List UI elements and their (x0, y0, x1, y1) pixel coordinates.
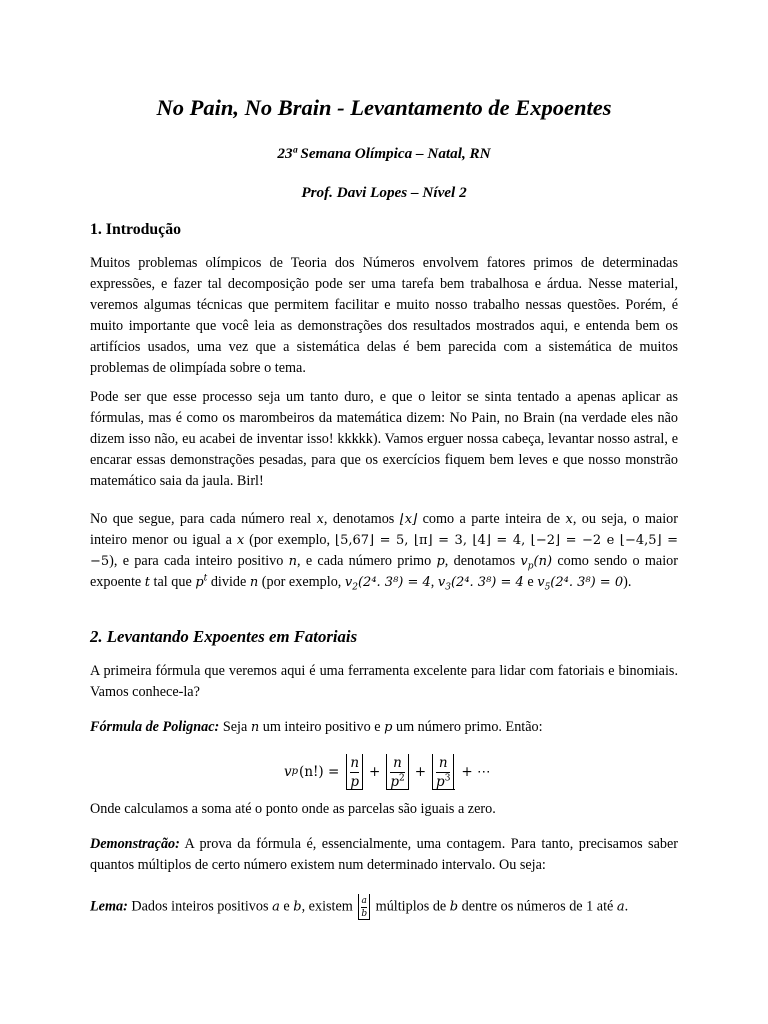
proof-paragraph (90, 834, 678, 876)
math-exp: t (203, 573, 208, 584)
intro-paragraph-2: Pode ser que esse processo seja um tanto duro, e que o leitor se sinta tentado a apenas aplicar as fórmulas, mas é como os marombeiros da matemática dizem: No Pain, no Brain (na verdade eles não dizem isso não, eu acabei de inventar isso! kkkkk). Vamos erguer nossa cabeça, levantar nosso astral, e encarar essas demonstrações pesadas, para que os exercícios fiquem bem leves e que nosso monstrão matemático saia da jaula. Birl! (90, 389, 678, 489)
term-numerator: n (393, 754, 402, 771)
notation-text: tal que (150, 574, 196, 590)
document-title: No Pain, No Brain - Levantamento de Expoentes (156, 95, 612, 120)
math-var-b: b (449, 899, 459, 915)
intro-paragraph-1: Muitos problemas olímpicos de Teoria dos Números envolvem fatores primos de determinadas expressões, e fazer tal decomposição pode ser uma tarefa bem trabalhosa e árdua. Nesse material, veremos algumas técnicas que permitem facilitar e muito nosso trabalho nessas questões. Porém, é muito importante que você leia as demonstrações dos resultados mostrados aqui, e entenda bem os artifícios usados, uma vez que a sistemática delas é bem parecida com a sistemática de muitos problemas de olimpíada sobre o tema. (90, 255, 678, 376)
math-floor-examples: ⌊5,67⌋ = 5, ⌊π⌋ = 3, ⌊4⌋ = 4, ⌊−2⌋ = −2 e ⌊−4,5⌋ = −5 (90, 533, 678, 569)
den-exp: 3 (444, 773, 451, 783)
math-arg: (n) (533, 554, 553, 569)
polignac-text: um inteiro positivo e (259, 719, 385, 735)
formula-tail: + ⋯ (461, 764, 491, 780)
den-base: p (390, 773, 399, 790)
math-p-power-t (195, 575, 207, 590)
proof-label: Demonstração: (90, 836, 180, 852)
notation-text: e (523, 574, 538, 590)
term-denominator (390, 775, 404, 789)
polignac-text: Seja (219, 719, 251, 735)
polignac-statement (90, 717, 678, 738)
math-var-b: b (293, 899, 302, 915)
formula-v: v (284, 764, 292, 780)
math-vp-n (520, 554, 553, 572)
lemma-label: Lema: (90, 898, 128, 915)
lemma-text: e (279, 898, 294, 915)
math-example-v2 (344, 575, 431, 593)
lemma-text: dentre os números de 1 até (458, 898, 617, 915)
polignac-text: um número primo. Então: (392, 719, 543, 735)
lemma-floor-fraction (358, 894, 370, 920)
den-exp: 2 (398, 773, 405, 783)
section-heading-introduction: 1. Introdução (90, 221, 181, 238)
notation-text: (por exemplo, (258, 574, 345, 590)
plus-sign: + (414, 764, 427, 780)
math-var-n: n (288, 554, 297, 569)
math-v: v (437, 575, 446, 590)
math-example-v5 (537, 575, 624, 593)
factorials-intro-paragraph: A primeira fórmula que veremos aqui é uma ferramenta excelente para lidar com fatoriais e binomiais. Vamos conhece-la? (90, 663, 678, 700)
math-sub: 5 (544, 582, 551, 593)
term-denominator (436, 775, 450, 789)
notation-text: (por exemplo, (244, 532, 335, 548)
fraction-bar (361, 907, 367, 908)
math-example-value: (2⁴. 3⁸) = 4 (357, 575, 431, 590)
math-v: v (537, 575, 545, 590)
math-var-p: p (384, 720, 393, 735)
event-subtitle: 23ª Semana Olímpica – Natal, RN (277, 145, 491, 162)
plus-sign: + (369, 764, 381, 780)
floor-term-3 (432, 754, 454, 790)
lemma-denominator: b (361, 908, 368, 919)
proof-text: A prova da fórmula é, essencialmente, uma contagem. Para tanto, precisamos saber quantos múltiplos de certo número existem num determinado intervalo. Ou seja: (90, 836, 678, 873)
lemma-text: Dados inteiros positivos (127, 898, 273, 915)
notation-text: ). (623, 574, 632, 590)
author-subtitle: Prof. Davi Lopes – Nível 2 (301, 184, 467, 201)
section-heading-factorials: 2. Levantando Expoentes em Fatoriais (90, 627, 358, 646)
math-example-value: (2⁴. 3⁸) = 4 (450, 575, 524, 590)
math-v: v (520, 554, 528, 569)
notation-text: , denotamos (444, 553, 521, 569)
math-sub: 2 (352, 582, 358, 593)
math-var-x: x (316, 512, 324, 527)
math-var-n: n (250, 720, 260, 735)
math-var-t: t (144, 575, 150, 590)
den-base: p (436, 773, 445, 790)
math-var-x: x (236, 533, 245, 548)
math-var-x: x (565, 512, 573, 527)
lemma-text: múltiplos de (372, 898, 450, 915)
math-sub: 3 (445, 582, 451, 593)
notation-text: divide (207, 574, 250, 590)
term-denominator: p (350, 773, 359, 790)
lemma-numerator: a (361, 895, 367, 906)
math-base: p (195, 575, 204, 590)
polignac-formula: v p (n!) = $\frac{n}{p}$ + $\frac{n}{p^2}$ + $\frac{n}{p^3}$ + ⋯ (284, 754, 491, 790)
notation-text: como a parte inteira de (417, 511, 566, 527)
math-floor-x: ⌊x⌋ (399, 512, 418, 527)
after-formula-paragraph: Onde calculamos a soma até o ponto onde as parcelas são iguais a zero. (90, 801, 496, 817)
notation-text: No que segue, para cada número real (90, 511, 317, 527)
notation-text: , e cada número primo (296, 553, 437, 569)
notation-paragraph: No que segue, para cada número real x, denotamos ⌊x⌋ como a parte inteira de x, ou seja, o maior inteiro menor ou igual a x (por exemplo, ⌊5,67⌋ = 5, ⌊π⌋ = 3, ⌊4⌋ = 4, ⌊−2⌋ = −2 e ⌊−4,5⌋ = −5), e para cada inteiro positivo n, e cada número primo p, denotamos $v_p(n)$ como sendo o maior expoente t tal que $p^t$ divide n (por exemplo, $v_2(2^4$. 3⁸) = 4, $v_3(2^4$. 3⁸) = 4 e $v_5(2^4$. 3⁸) = 0). (90, 511, 678, 593)
notation-text: , ou seja, o maior inteiro menor ou igual a (90, 511, 678, 548)
term-numerator: n (438, 754, 448, 771)
math-var-n: n (249, 575, 259, 590)
floor-term-2 (386, 754, 408, 790)
formula-lhs: (n!) = (299, 764, 340, 780)
math-example-v3 (437, 575, 524, 593)
fraction-bar (350, 772, 359, 773)
math-var-p: p (436, 554, 445, 569)
lemma-text: . (624, 898, 629, 915)
polignac-label: Fórmula de Polignac: (90, 719, 220, 735)
floor-term-1 (346, 754, 363, 790)
lemma-text: , existem (301, 898, 357, 915)
notation-text: , denotamos (323, 511, 400, 527)
math-example-value: (2⁴. 3⁸) = 0 (550, 575, 624, 590)
math-sub-p: p (527, 561, 534, 572)
notation-text: como sendo o maior expoente (90, 553, 678, 590)
notation-text: ), e para cada inteiro positivo (109, 553, 289, 569)
math-var-a: a (272, 899, 280, 915)
math-v: v (344, 575, 353, 590)
math-var-a: a (616, 899, 625, 915)
lemma-paragraph (90, 894, 678, 920)
term-numerator: n (350, 754, 360, 771)
